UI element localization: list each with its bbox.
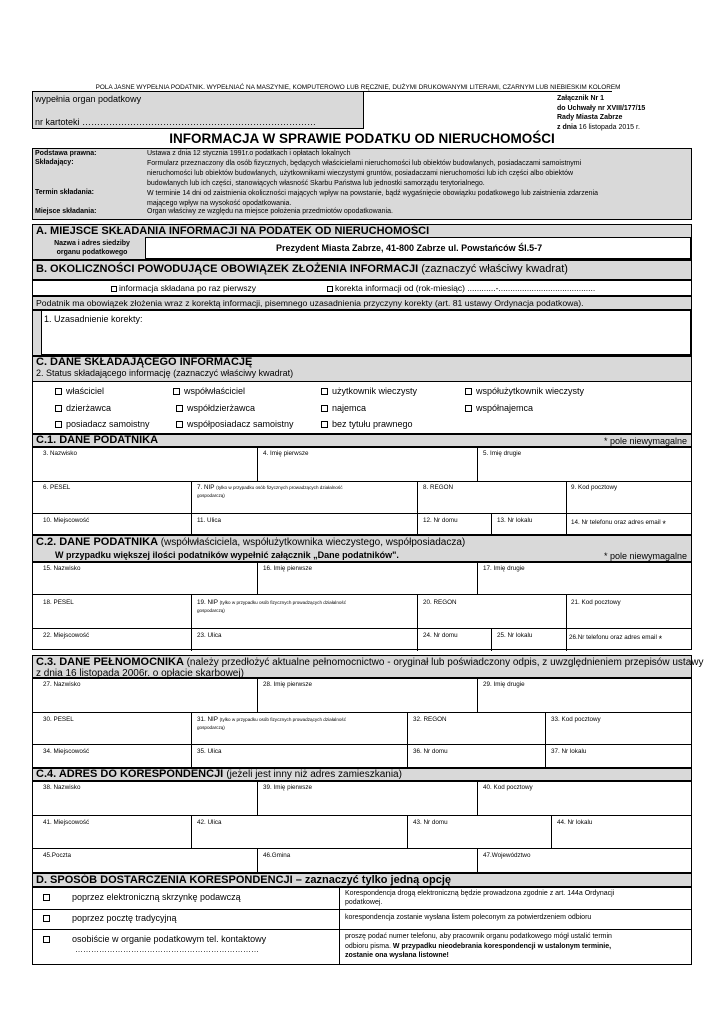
c1-phone-email[interactable]: 14. Nr telefonu oraz adres email * bbox=[571, 519, 666, 529]
c2-phone-email[interactable]: 26.Nr telefonu oraz adres email * bbox=[569, 634, 663, 644]
correction-option[interactable]: korekta informacji od (rok-miesiąc) ............-......................................... bbox=[327, 283, 595, 293]
c1-city[interactable]: 10. Miejscowość bbox=[43, 517, 90, 524]
c2-house-no[interactable]: 24. Nr domu bbox=[423, 632, 458, 639]
page-title: INFORMACJA W SPRAWIE PODATKU OD NIERUCHOMOŚCI bbox=[169, 131, 555, 146]
contact-phone-field[interactable]: …………………………………………………………… bbox=[75, 945, 259, 954]
status-perpetual-user-checkbox[interactable] bbox=[321, 388, 328, 395]
status-colessee[interactable]: współnajemca bbox=[465, 403, 533, 413]
delivery-post-checkbox[interactable] bbox=[43, 915, 50, 922]
c2-grid bbox=[32, 562, 692, 650]
legal-label-submitter: Składający: bbox=[35, 159, 74, 166]
correction-checkbox[interactable] bbox=[327, 286, 333, 292]
annex-info: Załącznik Nr 1 do Uchwały nr XVIII/177/15 Rady Miasta Zabrze z dnia 16 listopada 2015 r. bbox=[557, 95, 646, 131]
c2-postal-code[interactable]: 21. Kod pocztowy bbox=[571, 599, 621, 606]
delivery-epuap-checkbox[interactable] bbox=[43, 894, 50, 901]
c3-title: C.3. DANE PEŁNOMOCNIKA (należy przedłożyć aktualne pełnomocnictwo - oryginał lub poświadczony odpis, z uwzględnieniem przepisów ustawy bbox=[36, 656, 704, 668]
delivery-post-option[interactable]: poprzez pocztę tradycyjną bbox=[43, 913, 177, 923]
status-coowner-checkbox[interactable] bbox=[173, 388, 180, 395]
delivery-epuap-note: Korespondencja drogą elektroniczną będzie prowadzona zgodnie z art. 144a Ordynacji podatkowej. bbox=[345, 890, 615, 906]
c1-header bbox=[32, 434, 692, 447]
c1-title: C.1. DANE PODATNIKA bbox=[36, 434, 159, 446]
c1-surname[interactable]: 3. Nazwisko bbox=[43, 450, 77, 457]
c2-note: W przypadku większej ilości podatników wypełnić załącznik „Dane podatników". bbox=[55, 550, 399, 560]
status-label: 2. Status składającego informację (zaznaczyć właściwy kwadrat) bbox=[36, 368, 294, 378]
c2-city[interactable]: 22. Miejscowość bbox=[43, 632, 90, 639]
c4-postal-code[interactable]: 40. Kod pocztowy bbox=[483, 784, 533, 791]
c1-first-name[interactable]: 4. Imię pierwsze bbox=[263, 450, 309, 457]
status-copossessor[interactable]: współposiadacz samoistny bbox=[176, 419, 294, 429]
c1-second-name[interactable]: 5. Imię drugie bbox=[483, 450, 522, 457]
c3-first-name[interactable]: 28. Imię pierwsze bbox=[263, 681, 312, 688]
c3-city[interactable]: 34. Miejscowość bbox=[43, 748, 90, 755]
status-no-title-checkbox[interactable] bbox=[321, 421, 328, 428]
c3-house-no[interactable]: 36. Nr domu bbox=[413, 748, 448, 755]
c3-pesel[interactable]: 30. PESEL bbox=[43, 716, 74, 723]
c1-postal-code[interactable]: 9. Kod pocztowy bbox=[571, 484, 618, 491]
c2-surname[interactable]: 15. Nazwisko bbox=[43, 565, 81, 572]
justification-label: 1. Uzasadnienie korekty: bbox=[44, 314, 143, 324]
status-coperpetual-user[interactable]: współużytkownik wieczysty bbox=[465, 386, 584, 396]
status-cotenant[interactable]: współdzierżawca bbox=[176, 403, 255, 413]
c2-second-name[interactable]: 17. Imię drugie bbox=[483, 565, 525, 572]
c3-flat-no[interactable]: 37. Nr lokalu bbox=[551, 748, 587, 755]
status-coperpetual-user-checkbox[interactable] bbox=[465, 388, 472, 395]
section-c-title: C. DANE SKŁADAJĄCEGO INFORMACJĘ bbox=[36, 356, 253, 368]
legal-label-deadline: Termin składania: bbox=[35, 189, 95, 196]
c4-house-no[interactable]: 43. Nr domu bbox=[413, 819, 448, 826]
form-instruction: POLA JASNE WYPEŁNIA PODATNIK. WYPEŁNIAĆ NA MASZYNIE, KOMPUTEROWO LUB RĘCZNIE, DUŻYMI DRUKOWANYMI LITERAMI, CZARNYM LUB NIEBIESKIM KOLOREM bbox=[95, 84, 621, 91]
legal-label-basis: Podstawa prawna: bbox=[35, 150, 97, 157]
legal-basis: Ustawa z dnia 12 stycznia 1991r.o podatkach i opłatach lokalnych bbox=[147, 150, 351, 157]
status-copossessor-checkbox[interactable] bbox=[176, 421, 183, 428]
c3-street[interactable]: 35. Ulica bbox=[197, 748, 222, 755]
status-possessor[interactable]: posiadacz samoistny bbox=[55, 419, 150, 429]
card-number: nr kartoteki …………………………………………………………………… bbox=[35, 117, 317, 127]
c1-nip[interactable]: 7. NIP (tylko w przypadku osób fizycznych prowadzących działalność gospodarczą) bbox=[197, 484, 343, 498]
c2-flat-no[interactable]: 25. Nr lokalu bbox=[497, 632, 533, 639]
delivery-personal-note: proszę podać numer telefonu, aby pracownik organu podatkowego mógł ustalić termin odbioru pisma. W przypadku nieodebrania korespondencji w ustalonym terminie, zostanie ona wysłana listowne! bbox=[345, 933, 612, 959]
c4-post-office[interactable]: 45.Poczta bbox=[43, 852, 72, 859]
c4-commune[interactable]: 46.Gmina bbox=[263, 852, 291, 859]
c1-pesel[interactable]: 6. PESEL bbox=[43, 484, 71, 491]
c4-voivodeship[interactable]: 47.Województwo bbox=[483, 852, 531, 859]
delivery-personal-checkbox[interactable] bbox=[43, 936, 50, 943]
section-d-header bbox=[32, 873, 692, 887]
organ-address-field[interactable] bbox=[145, 237, 691, 259]
c4-first-name[interactable]: 39. Imię pierwsze bbox=[263, 784, 312, 791]
c2-first-name[interactable]: 16. Imię pierwsze bbox=[263, 565, 312, 572]
c3-grid bbox=[32, 678, 692, 768]
status-tenant-checkbox[interactable] bbox=[55, 405, 62, 412]
correction-note: Podatnik ma obowiązek złożenia wraz z korektą informacji, pisemnego uzasadnienia przyczyny korekty (art. 81 ustawy Ordynacja podatkowa). bbox=[32, 296, 692, 310]
c2-required: * pole niewymagalne bbox=[603, 551, 687, 561]
c3-subtitle-2: z dnia 16 listopada 2006r. o opłacie skarbowej) bbox=[36, 668, 244, 679]
status-tenant[interactable]: dzierżawca bbox=[55, 403, 111, 413]
delivery-personal-option[interactable]: osobiście w organie podatkowym tel. kontaktowy bbox=[43, 934, 266, 944]
justification-block bbox=[32, 310, 692, 356]
c3-surname[interactable]: 27. Nazwisko bbox=[43, 681, 81, 688]
status-lessee-checkbox[interactable] bbox=[321, 405, 328, 412]
c4-street[interactable]: 42. Ulica bbox=[197, 819, 222, 826]
c2-title: C.2. DANE PODATNIKA (współwłaściciela, współużytkownika wieczystego, współposiadacza) bbox=[36, 536, 466, 548]
c4-city[interactable]: 41. Miejscowość bbox=[43, 819, 90, 826]
c4-surname[interactable]: 38. Nazwisko bbox=[43, 784, 81, 791]
c1-grid bbox=[32, 447, 692, 535]
status-owner[interactable]: właściciel bbox=[55, 386, 104, 396]
justification-field[interactable] bbox=[41, 311, 691, 355]
c3-postal-code[interactable]: 33. Kod pocztowy bbox=[551, 716, 601, 723]
c1-required: * pole niewymagalne bbox=[603, 436, 687, 446]
c3-regon[interactable]: 32. REGON bbox=[413, 716, 447, 723]
status-colessee-checkbox[interactable] bbox=[465, 405, 472, 412]
organ-fill-label: wypełnia organ podatkowy bbox=[35, 94, 142, 104]
legal-submitter: Formularz przeznaczony dla osób fizycznych, będących właścicielami nieruchomości lub obiektów budowlanych, posiadaczami samoistnymi nieruchomości lub obiektów budowlanych, użytkownikami wieczystymi gruntów, posiadaczami nieruchomości lub ich części albo obiektów budowlanych lub ich części, stanowiących własność Skarbu Państwa lub jednostki samorządu terytorialnego. bbox=[147, 160, 582, 187]
organ-address: Prezydent Miasta Zabrze, 41-800 Zabrze ul. Powstańców Śl.5-7 bbox=[276, 243, 543, 253]
c2-header bbox=[32, 535, 692, 562]
delivery-post-note: korespondencja zostanie wysłana listem poleconym za potwierdzeniem odbioru bbox=[345, 914, 592, 921]
status-perpetual-user[interactable]: użytkownik wieczysty bbox=[321, 386, 417, 396]
c2-regon[interactable]: 20. REGON bbox=[423, 599, 457, 606]
c3-second-name[interactable]: 29. Imię drugie bbox=[483, 681, 525, 688]
c4-header bbox=[32, 768, 692, 781]
section-b-options bbox=[32, 280, 692, 296]
c3-nip[interactable]: 31. NIP (tylko w przypadku osób fizycznych prowadzących działalność gospodarczą) bbox=[197, 716, 347, 730]
section-b bbox=[32, 260, 692, 280]
first-info-option[interactable]: informacja składana po raz pierwszy bbox=[111, 283, 256, 293]
c4-title: C.4. ADRES DO KORESPONDENCJI (jeżeli jest inny niż adres zamieszkania) bbox=[36, 768, 402, 780]
delivery-epuap-option[interactable]: poprzez elektroniczną skrzynkę podawczą bbox=[43, 892, 241, 902]
status-options bbox=[32, 381, 692, 434]
organ-fill-box bbox=[32, 91, 364, 129]
section-a-title: A. MIEJSCE SKŁADANIA INFORMACJI NA PODATEK OD NIERUCHOMOŚCI bbox=[36, 225, 430, 237]
c4-grid bbox=[32, 781, 692, 873]
legal-deadline: W terminie 14 dni od zaistnienia okoliczności mających wpływ na powstanie, bądź wygaśnięcie obowiązku podatkowego lub zaistnienia zdarzenia mającego wpływ na wysokość opodatkowania. bbox=[147, 190, 598, 207]
c1-flat-no[interactable]: 13. Nr lokalu bbox=[497, 517, 533, 524]
c1-street[interactable]: 11. Ulica bbox=[197, 517, 222, 524]
section-a-label: Nazwa i adres siedziby organu podatkowego bbox=[54, 240, 130, 256]
status-possessor-checkbox[interactable] bbox=[55, 421, 62, 428]
section-b-title: B. OKOLICZNOŚCI POWODUJĄCE OBOWIĄZEK ZŁOŻENIA INFORMACJI (zaznaczyć właściwy kwadrat) bbox=[36, 263, 568, 275]
c2-nip[interactable]: 19. NIP (tylko w przypadku osób fizycznych prowadzących działalność gospodarczą) bbox=[197, 599, 347, 613]
c2-pesel[interactable]: 18. PESEL bbox=[43, 599, 74, 606]
status-cotenant-checkbox[interactable] bbox=[176, 405, 183, 412]
section-d-grid bbox=[32, 887, 692, 965]
legal-place: Organ właściwy ze względu na miejsce położenia przedmiotów opodatkowania. bbox=[147, 208, 393, 215]
status-lessee[interactable]: najemca bbox=[321, 403, 366, 413]
c2-street[interactable]: 23. Ulica bbox=[197, 632, 222, 639]
c3-header bbox=[32, 655, 704, 679]
legal-block bbox=[32, 148, 692, 220]
status-owner-checkbox[interactable] bbox=[55, 388, 62, 395]
first-info-checkbox[interactable] bbox=[111, 286, 117, 292]
status-coowner[interactable]: współwłaściciel bbox=[173, 386, 245, 396]
c4-flat-no[interactable]: 44. Nr lokalu bbox=[557, 819, 593, 826]
status-no-title[interactable]: bez tytułu prawnego bbox=[321, 419, 413, 429]
section-d-title: D. SPOSÓB DOSTARCZENIA KORESPONDENCJI – zaznaczyć tylko jedną opcję bbox=[36, 874, 452, 886]
legal-label-place: Miejsce składania: bbox=[35, 208, 97, 215]
c1-regon[interactable]: 8. REGON bbox=[423, 484, 454, 491]
c1-house-no[interactable]: 12. Nr domu bbox=[423, 517, 458, 524]
